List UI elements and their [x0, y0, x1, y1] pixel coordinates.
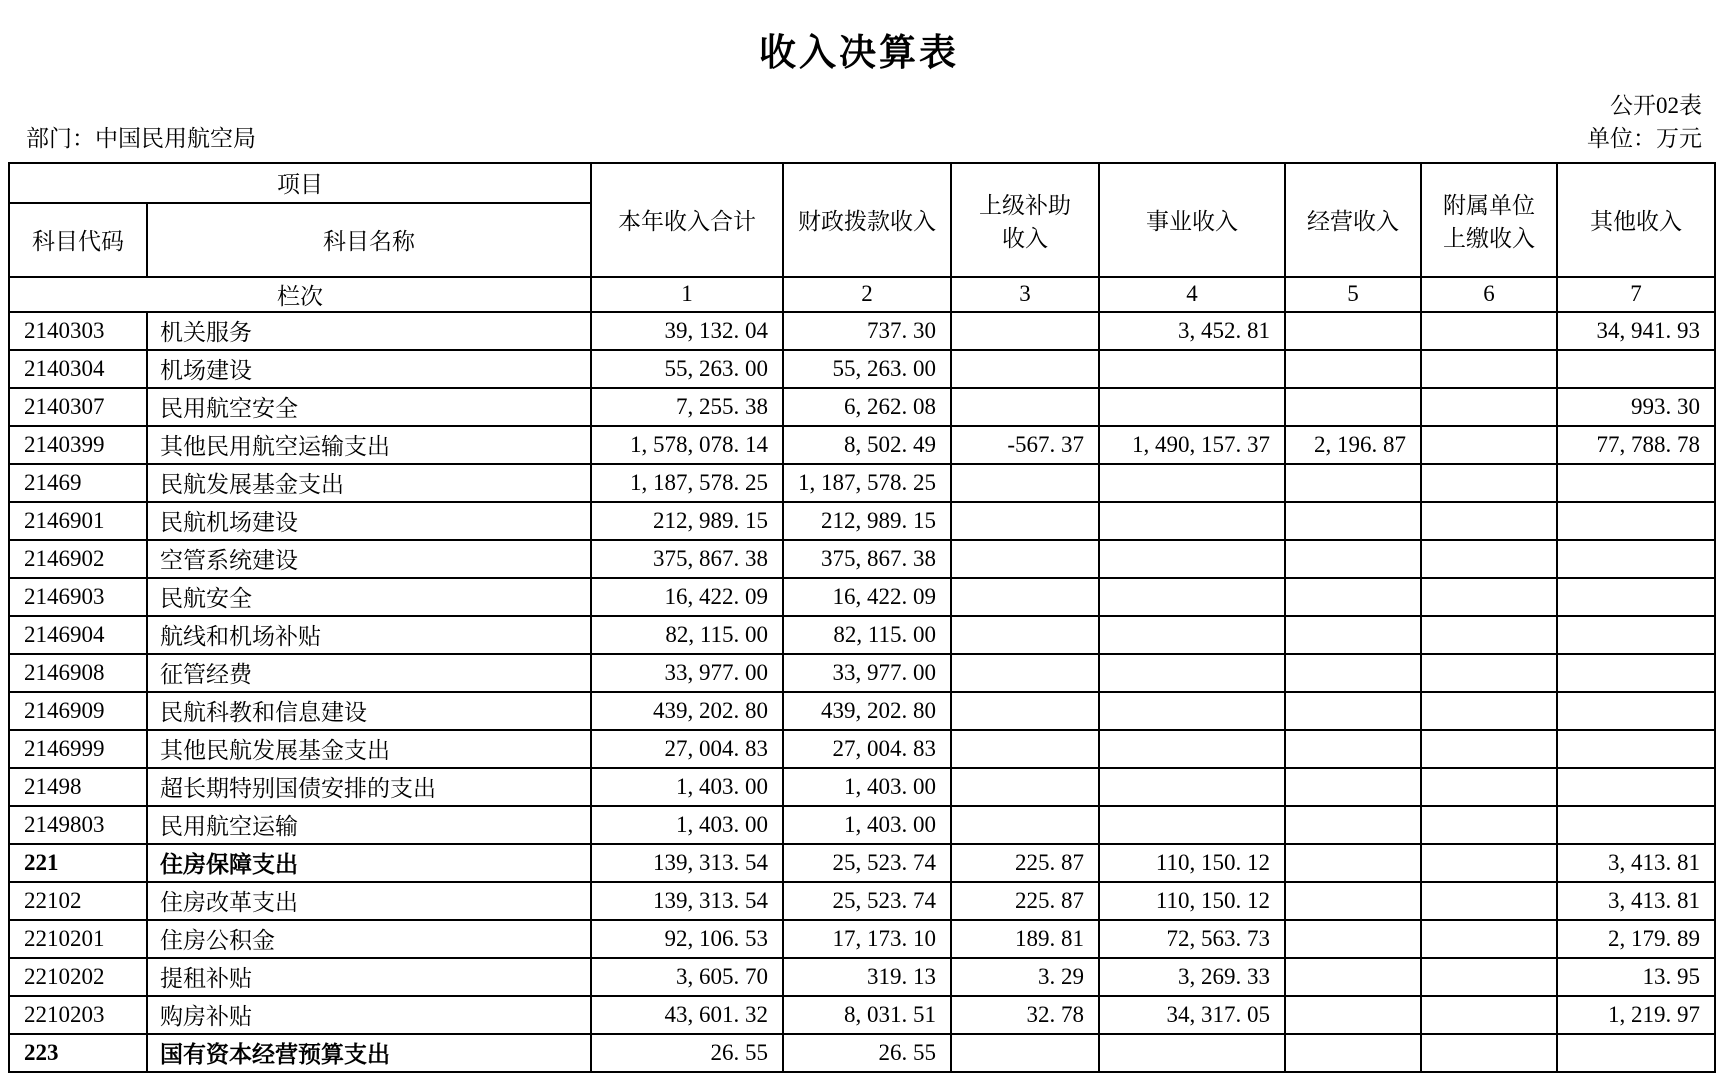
header-superior-subsidy-income: 上级补助 收入 [951, 163, 1099, 277]
value-cell [1285, 312, 1421, 350]
value-cell [1285, 1034, 1421, 1072]
subject-code-cell: 2146999 [9, 730, 147, 768]
value-cell [1421, 920, 1557, 958]
value-cell: 110, 150. 12 [1099, 844, 1285, 882]
table-row [9, 844, 1715, 882]
value-cell [951, 464, 1099, 502]
value-cell: 34, 941. 93 [1557, 312, 1715, 350]
table-row [9, 502, 1715, 540]
value-cell [1557, 692, 1715, 730]
value-cell: 3, 413. 81 [1557, 882, 1715, 920]
table-row [9, 958, 1715, 996]
value-cell: 26. 55 [591, 1034, 783, 1072]
meta-line [26, 124, 1702, 154]
value-cell: 1, 403. 00 [591, 768, 783, 806]
value-cell [1421, 996, 1557, 1034]
value-cell [1421, 426, 1557, 464]
subject-name-cell: 机关服务 [147, 312, 591, 350]
subject-code-cell: 2146903 [9, 578, 147, 616]
table-row [9, 426, 1715, 464]
table-row [9, 654, 1715, 692]
table-row [9, 920, 1715, 958]
value-cell: 3, 413. 81 [1557, 844, 1715, 882]
value-cell [1099, 350, 1285, 388]
subject-name-cell: 机场建设 [147, 350, 591, 388]
table-row [9, 768, 1715, 806]
value-cell [1557, 350, 1715, 388]
value-cell [1557, 502, 1715, 540]
value-cell [1285, 920, 1421, 958]
value-cell: 2, 196. 87 [1285, 426, 1421, 464]
value-cell: 55, 263. 00 [591, 350, 783, 388]
value-cell [951, 806, 1099, 844]
header-business-income: 事业收入 [1099, 163, 1285, 277]
value-cell [1099, 464, 1285, 502]
subject-name-cell: 征管经费 [147, 654, 591, 692]
value-cell [1421, 464, 1557, 502]
value-cell [1421, 768, 1557, 806]
subject-code-cell: 2210203 [9, 996, 147, 1034]
value-cell: 3, 452. 81 [1099, 312, 1285, 350]
unit-label: 单位：万元 [1587, 125, 1702, 151]
value-cell: 225. 87 [951, 844, 1099, 882]
subject-code-cell: 22102 [9, 882, 147, 920]
value-cell [1099, 730, 1285, 768]
header-subject-name: 科目名称 [147, 203, 591, 277]
subject-code-cell: 2149803 [9, 806, 147, 844]
header-total-income: 本年收入合计 [591, 163, 783, 277]
value-cell: 77, 788. 78 [1557, 426, 1715, 464]
subject-name-cell: 民用航空安全 [147, 388, 591, 426]
value-cell [1285, 996, 1421, 1034]
table-row [9, 388, 1715, 426]
value-cell [951, 1034, 1099, 1072]
value-cell: 1, 403. 00 [591, 806, 783, 844]
subject-name-cell: 民用航空运输 [147, 806, 591, 844]
value-cell: 375, 867. 38 [783, 540, 951, 578]
subject-code-cell: 2140304 [9, 350, 147, 388]
table-row [9, 806, 1715, 844]
value-cell [1285, 806, 1421, 844]
value-cell [1421, 312, 1557, 350]
subject-code-cell: 2210202 [9, 958, 147, 996]
value-cell [1421, 1034, 1557, 1072]
value-cell: 92, 106. 53 [591, 920, 783, 958]
value-cell [1285, 540, 1421, 578]
subject-code-cell: 2146901 [9, 502, 147, 540]
value-cell: 139, 313. 54 [591, 844, 783, 882]
subject-name-cell: 住房公积金 [147, 920, 591, 958]
value-cell [1099, 616, 1285, 654]
value-cell [1557, 654, 1715, 692]
value-cell: 32. 78 [951, 996, 1099, 1034]
value-cell [1099, 540, 1285, 578]
subject-name-cell: 民航发展基金支出 [147, 464, 591, 502]
value-cell [1099, 578, 1285, 616]
value-cell: 3, 269. 33 [1099, 958, 1285, 996]
subject-code-cell: 2140307 [9, 388, 147, 426]
value-cell [1557, 806, 1715, 844]
value-cell: 1, 578, 078. 14 [591, 426, 783, 464]
value-cell [1421, 388, 1557, 426]
value-cell: 16, 422. 09 [591, 578, 783, 616]
value-cell: 25, 523. 74 [783, 844, 951, 882]
value-cell: 375, 867. 38 [591, 540, 783, 578]
value-cell: 82, 115. 00 [591, 616, 783, 654]
column-index-4: 4 [1099, 277, 1285, 312]
value-cell: 439, 202. 80 [783, 692, 951, 730]
subject-code-cell: 2210201 [9, 920, 147, 958]
value-cell [1557, 464, 1715, 502]
header-subject-code: 科目代码 [9, 203, 147, 277]
value-cell: 33, 977. 00 [783, 654, 951, 692]
value-cell [1421, 540, 1557, 578]
value-cell [951, 692, 1099, 730]
value-cell [1421, 654, 1557, 692]
subject-name-cell: 购房补贴 [147, 996, 591, 1034]
subject-name-cell: 住房保障支出 [147, 844, 591, 882]
subject-name-cell: 民航科教和信息建设 [147, 692, 591, 730]
column-index-label: 栏次 [9, 277, 591, 312]
header-project: 项目 [9, 163, 591, 203]
subject-code-cell: 21469 [9, 464, 147, 502]
value-cell: 27, 004. 83 [783, 730, 951, 768]
value-cell: 17, 173. 10 [783, 920, 951, 958]
form-code-label: 公开02表 [1610, 93, 1702, 119]
value-cell [1557, 1034, 1715, 1072]
subject-name-cell: 空管系统建设 [147, 540, 591, 578]
value-cell [1285, 464, 1421, 502]
value-cell: 3, 605. 70 [591, 958, 783, 996]
subject-code-cell: 223 [9, 1034, 147, 1072]
value-cell: 1, 403. 00 [783, 768, 951, 806]
value-cell: 43, 601. 32 [591, 996, 783, 1034]
value-cell [1421, 692, 1557, 730]
value-cell: 6, 262. 08 [783, 388, 951, 426]
value-cell: 2, 179. 89 [1557, 920, 1715, 958]
table-row [9, 312, 1715, 350]
value-cell [1285, 882, 1421, 920]
column-index-2: 2 [783, 277, 951, 312]
value-cell [1099, 806, 1285, 844]
value-cell [1557, 616, 1715, 654]
value-cell [1421, 578, 1557, 616]
value-cell [1099, 388, 1285, 426]
column-index-3: 3 [951, 277, 1099, 312]
value-cell: 110, 150. 12 [1099, 882, 1285, 920]
subject-code-cell: 2146909 [9, 692, 147, 730]
value-cell: 39, 132. 04 [591, 312, 783, 350]
value-cell [951, 312, 1099, 350]
column-index-5: 5 [1285, 277, 1421, 312]
value-cell [1421, 350, 1557, 388]
subject-name-cell: 住房改革支出 [147, 882, 591, 920]
department-label: 部门：中国民用航空局 [26, 125, 256, 151]
value-cell: 993. 30 [1557, 388, 1715, 426]
table-row [9, 578, 1715, 616]
value-cell: 737. 30 [783, 312, 951, 350]
subject-code-cell: 2146902 [9, 540, 147, 578]
value-cell [1421, 806, 1557, 844]
value-cell [951, 768, 1099, 806]
value-cell [1557, 730, 1715, 768]
value-cell: 3. 29 [951, 958, 1099, 996]
value-cell [1285, 502, 1421, 540]
subject-name-cell: 其他民航发展基金支出 [147, 730, 591, 768]
value-cell [951, 502, 1099, 540]
value-cell: 8, 502. 49 [783, 426, 951, 464]
header-affiliated-unit-income: 附属单位 上缴收入 [1421, 163, 1557, 277]
value-cell [1285, 768, 1421, 806]
value-cell [1099, 692, 1285, 730]
table-row [9, 996, 1715, 1034]
value-cell: 33, 977. 00 [591, 654, 783, 692]
value-cell [1557, 578, 1715, 616]
value-cell: 16, 422. 09 [783, 578, 951, 616]
value-cell: 1, 187, 578. 25 [783, 464, 951, 502]
value-cell [951, 350, 1099, 388]
column-index-1: 1 [591, 277, 783, 312]
value-cell: 1, 403. 00 [783, 806, 951, 844]
value-cell: 34, 317. 05 [1099, 996, 1285, 1034]
subject-name-cell: 民航机场建设 [147, 502, 591, 540]
value-cell: 72, 563. 73 [1099, 920, 1285, 958]
value-cell: 7, 255. 38 [591, 388, 783, 426]
page-title: 收入决算表 [759, 33, 959, 74]
table-row [9, 464, 1715, 502]
value-cell [1285, 730, 1421, 768]
value-cell [1285, 350, 1421, 388]
value-cell: 13. 95 [1557, 958, 1715, 996]
value-cell [1285, 692, 1421, 730]
value-cell: 27, 004. 83 [591, 730, 783, 768]
value-cell [1099, 1034, 1285, 1072]
subject-code-cell: 2146908 [9, 654, 147, 692]
value-cell: 1, 490, 157. 37 [1099, 426, 1285, 464]
value-cell [1285, 844, 1421, 882]
table-row [9, 730, 1715, 768]
table-row [9, 692, 1715, 730]
subject-name-cell: 提租补贴 [147, 958, 591, 996]
subject-code-cell: 2140303 [9, 312, 147, 350]
table-row [9, 616, 1715, 654]
value-cell [1285, 654, 1421, 692]
subject-name-cell: 航线和机场补贴 [147, 616, 591, 654]
value-cell [1099, 502, 1285, 540]
value-cell [951, 654, 1099, 692]
value-cell [1421, 958, 1557, 996]
value-cell [1099, 768, 1285, 806]
subject-name-cell: 超长期特别国债安排的支出 [147, 768, 591, 806]
header-operating-income: 经营收入 [1285, 163, 1421, 277]
value-cell: 25, 523. 74 [783, 882, 951, 920]
value-cell [1421, 616, 1557, 654]
table-row [9, 540, 1715, 578]
value-cell: 225. 87 [951, 882, 1099, 920]
table-row [9, 350, 1715, 388]
subject-code-cell: 221 [9, 844, 147, 882]
table-row [9, 1034, 1715, 1072]
value-cell: 139, 313. 54 [591, 882, 783, 920]
value-cell: 82, 115. 00 [783, 616, 951, 654]
value-cell: 26. 55 [783, 1034, 951, 1072]
header-other-income: 其他收入 [1557, 163, 1715, 277]
subject-code-cell: 2140399 [9, 426, 147, 464]
value-cell: 1, 187, 578. 25 [591, 464, 783, 502]
value-cell: 212, 989. 15 [783, 502, 951, 540]
value-cell [1285, 616, 1421, 654]
value-cell: 439, 202. 80 [591, 692, 783, 730]
value-cell: 55, 263. 00 [783, 350, 951, 388]
value-cell [1099, 654, 1285, 692]
value-cell [1285, 958, 1421, 996]
value-cell [1421, 502, 1557, 540]
value-cell [1285, 578, 1421, 616]
subject-code-cell: 2146904 [9, 616, 147, 654]
income-table [8, 162, 1716, 1073]
subject-name-cell: 其他民用航空运输支出 [147, 426, 591, 464]
value-cell [951, 616, 1099, 654]
value-cell [1285, 388, 1421, 426]
header-fiscal-appropriation-income: 财政拨款收入 [783, 163, 951, 277]
value-cell [1421, 882, 1557, 920]
value-cell: 212, 989. 15 [591, 502, 783, 540]
value-cell [951, 540, 1099, 578]
value-cell [1557, 540, 1715, 578]
value-cell [951, 730, 1099, 768]
subject-code-cell: 21498 [9, 768, 147, 806]
value-cell [951, 388, 1099, 426]
table-row [9, 882, 1715, 920]
value-cell [1421, 730, 1557, 768]
subject-name-cell: 民航安全 [147, 578, 591, 616]
column-index-6: 6 [1421, 277, 1557, 312]
value-cell [951, 578, 1099, 616]
value-cell: 189. 81 [951, 920, 1099, 958]
value-cell: 319. 13 [783, 958, 951, 996]
value-cell: 1, 219. 97 [1557, 996, 1715, 1034]
value-cell: -567. 37 [951, 426, 1099, 464]
subject-name-cell: 国有资本经营预算支出 [147, 1034, 591, 1072]
value-cell: 8, 031. 51 [783, 996, 951, 1034]
value-cell [1421, 844, 1557, 882]
value-cell [1557, 768, 1715, 806]
column-index-7: 7 [1557, 277, 1715, 312]
